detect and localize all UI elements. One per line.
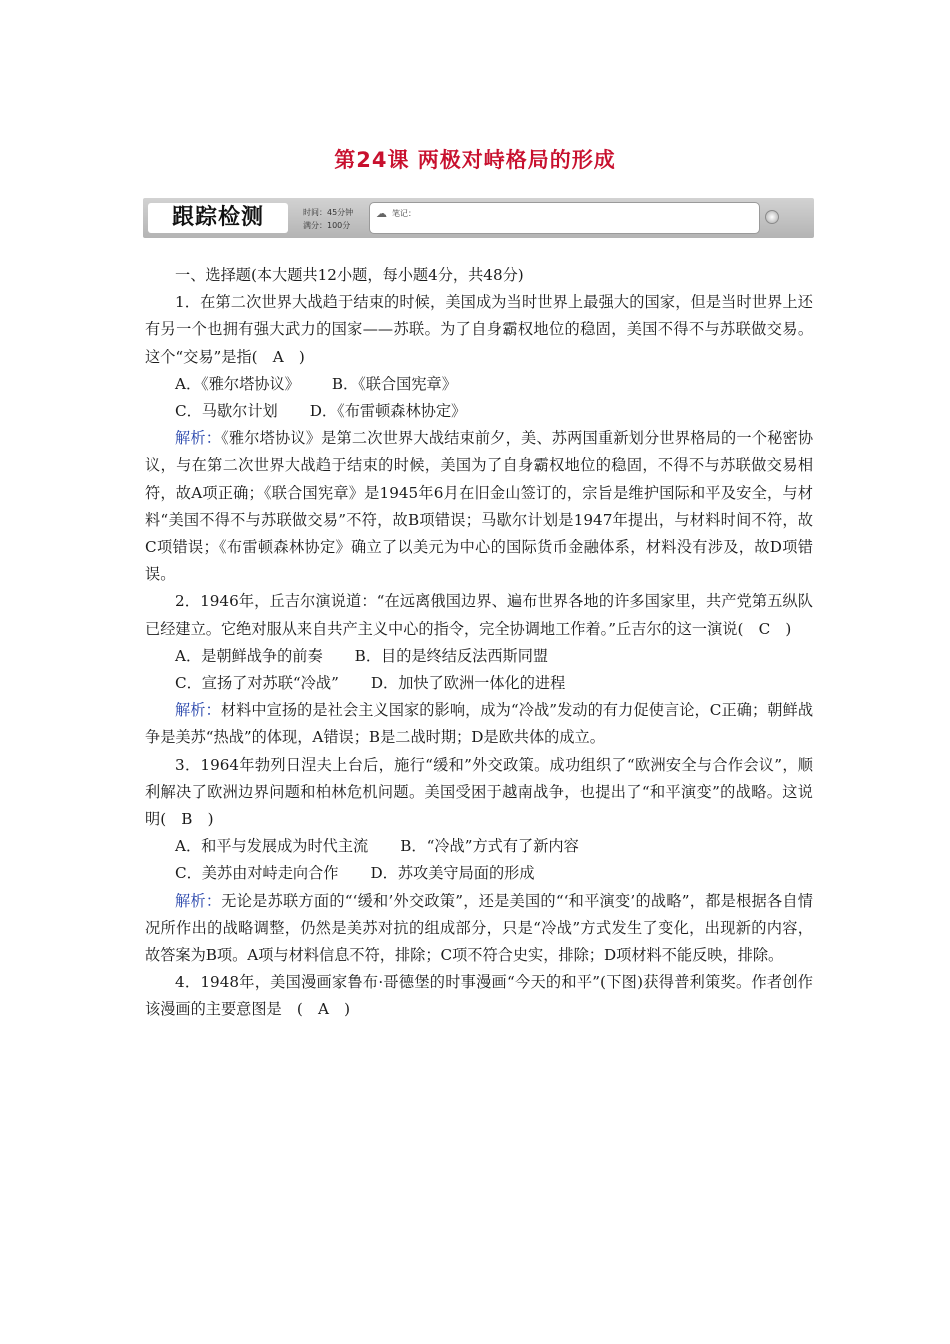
- question-1-options-ab: [145, 371, 813, 398]
- question-content: [145, 262, 813, 1024]
- notes-label: 笔记：: [392, 209, 416, 218]
- option-a: A．和平与发展成为时代主流: [175, 837, 369, 856]
- analysis-label: 解析：: [175, 701, 221, 720]
- analysis-text: 《雅尔塔协议》是第二次世界大战结束前夕，美、苏两国重新划分世界格局的一个秘密协议，与在第二次世界大战趋于结束的时候，美国为了自身霸权地位的稳固，不得不与苏联做交易相符，故A项正确；《联合国宪章》是1945年6月在旧金山签订的，宗旨是维护国际和平及安全，与材料“美国不得不与苏联做交易”不符，故B项错误；马歇尔计划是1947年提出，与材料时间不符，故C项错误；《布雷顿森林协定》确立了以美元为中心的国际货币金融体系，材料没有涉及，故D项错误。: [145, 429, 814, 584]
- option-b: B．“冷战”方式有了新内容: [400, 837, 579, 856]
- page-title: 第24课 两极对峙格局的形成: [334, 148, 616, 172]
- option-d: D．加快了欧洲一体化的进程: [370, 674, 566, 693]
- cloud-icon: ☁: [376, 207, 387, 220]
- tracking-test-banner: [143, 198, 814, 238]
- analysis-label: 解析：: [175, 891, 222, 910]
- analysis-label: 解析：: [175, 429, 222, 448]
- notes-field[interactable]: [369, 202, 760, 234]
- option-b: B．目的是终结反法西斯同盟: [354, 646, 549, 665]
- banner-label: 跟踪检测: [148, 203, 288, 233]
- pencil-icon[interactable]: [765, 210, 779, 224]
- option-c: C．马歇尔计划: [175, 402, 278, 421]
- question-3-options-ab: [145, 833, 813, 860]
- question-2: 2．1946年，丘吉尔演说道：“在远离俄国边界、遍布世界各地的许多国家里，共产党第五纵队已经建立。它绝对服从来自共产主义中心的指令，完全协调地工作着。”丘吉尔的这一演说( C ): [145, 592, 813, 638]
- time-limit: 时间：45分钟: [303, 208, 354, 217]
- question-3: 3．1964年勃列日涅夫上台后，施行“缓和”外交政策。成功组织了“欧洲安全与合作会议”，顺利解决了欧洲边界问题和柏林危机问题。美国受困于越南战争，也提出了“和平演变”的战略。这说明( B ): [145, 755, 813, 829]
- question-2-options-cd: [145, 670, 813, 697]
- option-c: C．美苏由对峙走向合作: [175, 864, 339, 883]
- option-b: B．《联合国宪章》: [331, 374, 457, 393]
- section-heading: 一、选择题(本大题共12小题，每小题4分，共48分): [175, 266, 524, 284]
- analysis-2: [145, 697, 813, 751]
- option-d: D．苏攻美守局面的形成: [370, 864, 535, 883]
- analysis-text: 材料中宣扬的是社会主义国家的影响，成为“冷战”发动的有力促使言论，C正确；朝鲜战争是美苏“热战”的体现，A错误；B是二战时期；D是欧共体的成立。: [145, 701, 814, 747]
- option-a: A．是朝鲜战争的前奏: [175, 646, 323, 665]
- analysis-text: 无论是苏联方面的“‘缓和’外交政策”，还是美国的“‘和平演变’的战略”，都是根据各自情况所作出的战略调整，仍然是美苏对抗的组成部分，只是“冷战”方式发生了变化，出现新的内容，故答案为B项。A项与材料信息不符，排除；C项不符合史实，排除；D项材料不能反映，排除。: [145, 891, 813, 965]
- question-2-options-ab: [145, 643, 813, 670]
- option-c: C．宣扬了对苏联“冷战”: [175, 674, 339, 693]
- option-d: D．《布雷顿森林协定》: [309, 402, 467, 421]
- question-1: 1．在第二次世界大战趋于结束的时候，美国成为当时世界上最强大的国家，但是当时世界上还有另一个也拥有强大武力的国家——苏联。为了自身霸权地位的稳固，美国不得不与苏联做交易。这个“交易”是指( A ): [145, 293, 813, 366]
- question-1-options-cd: [145, 398, 813, 425]
- full-score: 满分：100分: [303, 221, 351, 230]
- analysis-3: [145, 888, 813, 970]
- question-4: 4．1948年，美国漫画家鲁布·哥德堡的时事漫画“今天的和平”(下图)获得普利策奖。作者创作该漫画的主要意图是 ( A ): [145, 973, 813, 1019]
- option-a: A．《雅尔塔协议》: [175, 374, 300, 393]
- question-3-options-cd: [145, 860, 813, 887]
- analysis-1: [145, 425, 813, 588]
